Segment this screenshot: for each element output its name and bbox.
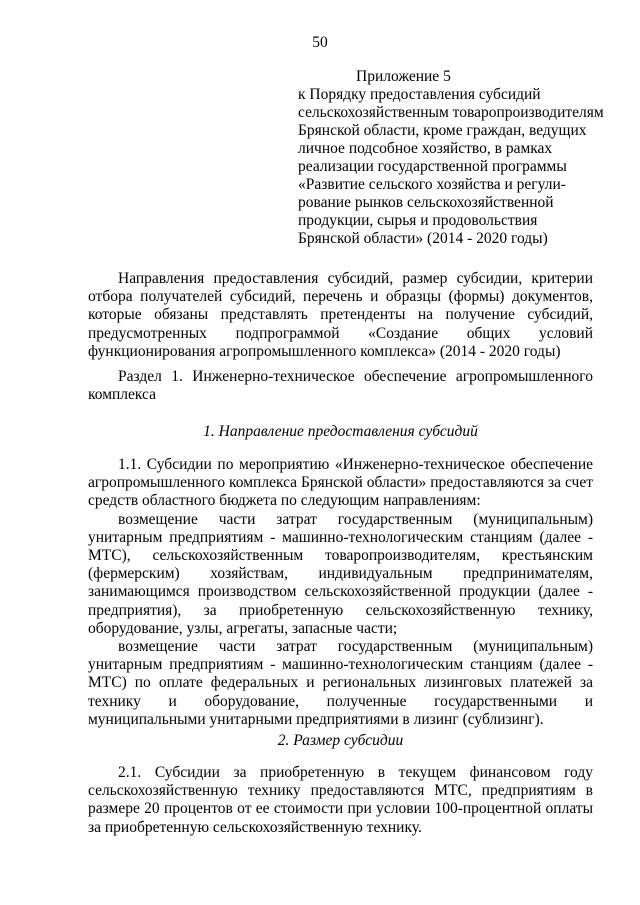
paragraph-1-2: возмещение части затрат государственным (муниципальным) унитарным предприятиям - машинно-технологическим станциям (далее - МТС), сельскохозяйственным товаропроизводителям, крестьянским (фермерским) хозяйствам, индивидуальным предпринимателям, занимающимся производством сельскохозяйственной продукции (далее - предприятия), за приобретенную сельскохозяйственную технику, оборудование, узлы, агрегаты, запасные части; [88, 510, 593, 637]
heading-directions: 1. Направление предоставления субсидий [203, 423, 478, 440]
appendix-line: продукции, сырья и продовольствия [298, 212, 538, 229]
appendix-line: к Порядку предоставления субсидий [298, 86, 541, 103]
section-1-body [88, 456, 593, 729]
heading-subsidy-size: 2. Размер субсидии [277, 732, 404, 749]
appendix-line: рование рынков сельскохозяйственной [298, 194, 554, 211]
paragraph-1-1: 1.1. Субсидии по мероприятию «Инженерно-техническое обеспечение агропромышленного комплекса Брянской области» предоставляются за счет средств областного бюджета по следующим направлениям: [88, 456, 593, 510]
page-number: 50 [312, 34, 328, 51]
appendix-line: сельскохозяйственным товаропроизводителям [298, 104, 604, 121]
appendix-line: реализации государственной программы [298, 158, 567, 175]
paragraph-2-1: 2.1. Субсидии за приобретенную в текущем финансовом году сельскохозяйственную технику предоставляются МТС, предприятиям в размере 20 процентов от ее стоимости при условии 100-процентной оплаты за приобретенную сельскохозяйственную технику. [88, 764, 593, 836]
appendix-block [298, 68, 618, 248]
section-title: Раздел 1. Инженерно-техническое обеспечение агропромышленного комплекса [88, 368, 593, 404]
appendix-line: «Развитие сельского хозяйства и регули- [298, 176, 566, 193]
appendix-line: Брянской области» (2014 - 2020 годы) [298, 230, 548, 247]
appendix-line: Брянской области, кроме граждан, ведущих [298, 122, 587, 139]
appendix-line: личное подсобное хозяйство, в рамках [298, 140, 553, 157]
paragraph-1-3: возмещение части затрат государственным (муниципальным) унитарным предприятиям - машинно-технологическим станциям (далее - МТС) по оплате федеральных и региональных лизинговых платежей за технику и оборудование, полученные государственными и муниципальными унитарными предприятиями в лизинг (сублизинг). [88, 638, 593, 728]
intro-paragraph: Направления предоставления субсидий, размер субсидии, критерии отбора получателей субсидий, перечень и образцы (формы) документов, которые обязаны представлять претенденты на получение субсидий, предусмотренных подпрограммой «Создание общих условий функционирования агропромышленного комплекса» (2014 - 2020 годы) [88, 270, 593, 360]
appendix-title: Приложение 5 [356, 68, 451, 85]
